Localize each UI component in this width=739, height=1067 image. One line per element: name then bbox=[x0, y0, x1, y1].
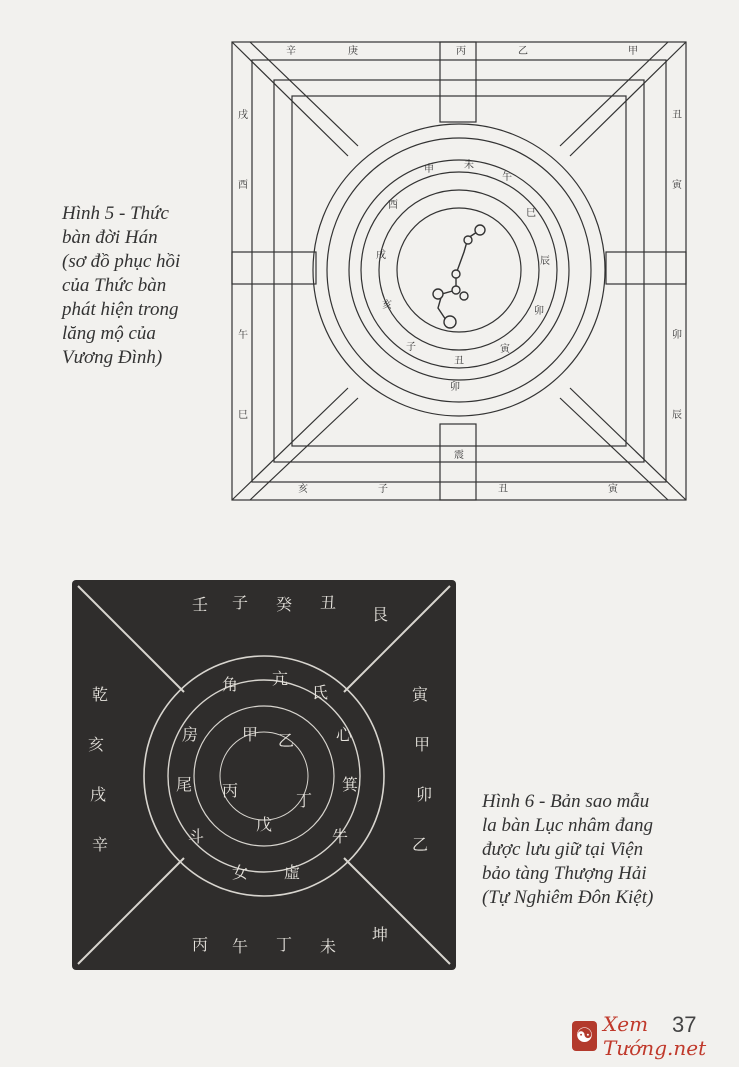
figure5-caption-line: (sơ đồ phục hồi bbox=[62, 251, 181, 272]
svg-text:甲: 甲 bbox=[414, 735, 431, 754]
svg-text:乙: 乙 bbox=[518, 46, 528, 57]
svg-text:酉: 酉 bbox=[388, 200, 398, 211]
luc-nham-compass-rubbing bbox=[72, 580, 456, 970]
svg-text:丁: 丁 bbox=[296, 791, 313, 810]
svg-text:乙: 乙 bbox=[412, 835, 429, 854]
watermark-text: Xem Tướng.net bbox=[603, 1012, 707, 1060]
svg-text:辛: 辛 bbox=[92, 835, 109, 854]
svg-text:巳: 巳 bbox=[238, 410, 248, 421]
svg-text:甲: 甲 bbox=[628, 46, 638, 57]
figure5-caption bbox=[62, 202, 222, 370]
figure6-caption-line: bảo tàng Thượng Hải bbox=[482, 863, 647, 884]
svg-text:丑: 丑 bbox=[454, 356, 464, 367]
svg-text:斗: 斗 bbox=[188, 827, 205, 846]
svg-text:癸: 癸 bbox=[276, 595, 293, 614]
svg-text:乙: 乙 bbox=[278, 731, 295, 750]
svg-text:未: 未 bbox=[320, 937, 337, 956]
svg-text:丑: 丑 bbox=[498, 484, 508, 495]
svg-text:丙: 丙 bbox=[222, 781, 239, 800]
svg-text:亢: 亢 bbox=[272, 669, 289, 688]
svg-text:房: 房 bbox=[182, 725, 199, 744]
svg-text:子: 子 bbox=[378, 484, 388, 495]
svg-text:戊: 戊 bbox=[256, 815, 273, 834]
svg-text:寅: 寅 bbox=[672, 180, 682, 191]
svg-text:丑: 丑 bbox=[672, 110, 682, 121]
yin-yang-icon: ☯ bbox=[572, 1021, 597, 1051]
svg-text:戌: 戌 bbox=[238, 110, 248, 121]
figure6-caption bbox=[482, 790, 702, 910]
svg-text:坤: 坤 bbox=[372, 925, 389, 944]
svg-text:寅: 寅 bbox=[412, 685, 429, 704]
figure5-caption-line: bàn đời Hán bbox=[62, 227, 158, 248]
figure6-caption-line: (Tự Nghiêm Đôn Kiệt) bbox=[482, 887, 654, 908]
svg-text:午: 午 bbox=[502, 172, 512, 183]
svg-text:丙: 丙 bbox=[456, 46, 466, 57]
figure5-caption-line: lăng mộ của bbox=[62, 323, 156, 344]
han-dynasty-divination-board-diagram bbox=[228, 38, 690, 504]
svg-text:卯: 卯 bbox=[416, 785, 433, 804]
svg-text:子: 子 bbox=[406, 342, 416, 353]
site-watermark bbox=[572, 1012, 732, 1060]
page-number: 37 bbox=[672, 1012, 697, 1037]
figure6-caption-line: la bàn Lục nhâm đang bbox=[482, 815, 653, 836]
svg-text:戌: 戌 bbox=[90, 785, 107, 804]
svg-text:甲: 甲 bbox=[242, 725, 259, 744]
svg-text:亥: 亥 bbox=[298, 484, 308, 495]
svg-text:箕: 箕 bbox=[342, 775, 359, 794]
svg-text:戌: 戌 bbox=[376, 250, 386, 261]
svg-text:未: 未 bbox=[464, 160, 474, 171]
figure5-caption-line: của Thức bàn bbox=[62, 275, 167, 296]
svg-text:亥: 亥 bbox=[382, 300, 392, 311]
svg-text:寅: 寅 bbox=[608, 484, 618, 495]
svg-text:卯: 卯 bbox=[534, 306, 544, 317]
svg-text:丁: 丁 bbox=[276, 935, 293, 954]
figure5-caption-line: Hình 5 - Thức bbox=[62, 203, 169, 224]
svg-text:寅: 寅 bbox=[500, 344, 510, 355]
svg-text:子: 子 bbox=[232, 593, 249, 612]
svg-text:卯: 卯 bbox=[672, 330, 682, 341]
figure6-caption-line: Hình 6 - Bản sao mẫu bbox=[482, 791, 650, 812]
svg-text:亥: 亥 bbox=[88, 735, 105, 754]
svg-text:庚: 庚 bbox=[348, 46, 358, 57]
svg-text:丙: 丙 bbox=[192, 935, 209, 954]
svg-text:辛: 辛 bbox=[286, 46, 296, 57]
svg-text:辰: 辰 bbox=[540, 256, 550, 267]
svg-text:尾: 尾 bbox=[176, 775, 193, 794]
svg-text:酉: 酉 bbox=[238, 180, 248, 191]
svg-text:艮: 艮 bbox=[372, 605, 389, 624]
svg-text:牛: 牛 bbox=[332, 827, 349, 846]
svg-text:角: 角 bbox=[222, 675, 239, 694]
svg-text:心: 心 bbox=[336, 725, 353, 744]
svg-text:丑: 丑 bbox=[320, 593, 337, 612]
svg-text:午: 午 bbox=[238, 330, 248, 341]
svg-text:女: 女 bbox=[232, 863, 249, 882]
svg-text:申: 申 bbox=[424, 164, 434, 175]
svg-text:巳: 巳 bbox=[526, 208, 536, 219]
svg-text:壬: 壬 bbox=[192, 595, 209, 614]
svg-text:午: 午 bbox=[232, 937, 249, 956]
figure6-caption-line: được lưu giữ tại Viện bbox=[482, 839, 644, 860]
figure5-caption-line: Vương Đình) bbox=[62, 347, 163, 368]
svg-text:乾: 乾 bbox=[92, 685, 109, 704]
figure5-caption-line: phát hiện trong bbox=[62, 299, 179, 320]
svg-text:虛: 虛 bbox=[284, 863, 301, 882]
svg-text:辰: 辰 bbox=[672, 410, 682, 421]
svg-text:震: 震 bbox=[454, 450, 464, 461]
svg-text:卯: 卯 bbox=[450, 382, 460, 393]
svg-text:氐: 氐 bbox=[312, 683, 329, 702]
